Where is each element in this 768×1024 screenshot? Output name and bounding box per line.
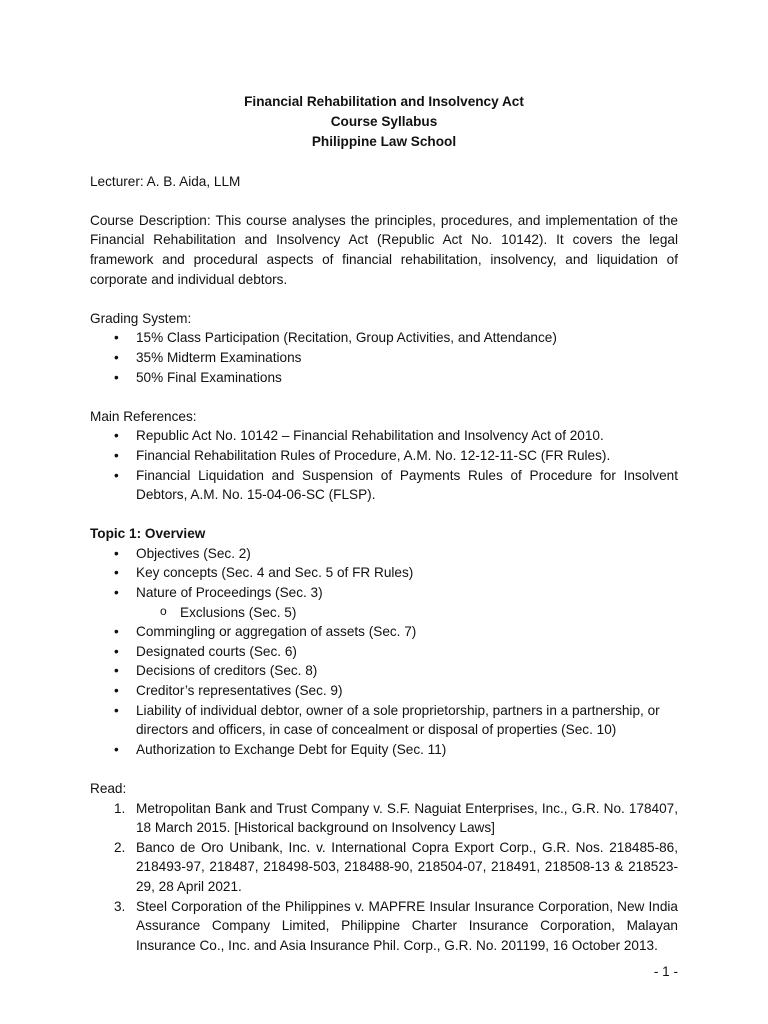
list-item: • 15% Class Participation (Recitation, Group Activities, and Attendance) xyxy=(90,328,678,348)
topic-list xyxy=(90,544,678,603)
list-item: • Designated courts (Sec. 6) xyxy=(90,642,678,662)
title-line-act: Financial Rehabilitation and Insolvency Act xyxy=(244,94,524,109)
title-line-syllabus: Course Syllabus xyxy=(330,114,438,129)
read-item xyxy=(90,897,678,956)
read-list xyxy=(90,799,678,956)
read-item-number: 2. xyxy=(114,839,126,855)
list-item: • Financial Rehabilitation Rules of Procedure, A.M. No. 12-12-11-SC (FR Rules). xyxy=(90,446,678,466)
page-number: - 1 - xyxy=(653,964,678,979)
lecturer-line: Lecturer: A. B. Aida, LLM xyxy=(90,173,241,189)
read-item-text: Steel Corporation of the Philippines v. MAPFRE Insular Insurance Corporation, New India Assurance Company Limited, Philippine Charter Insurance Corporation, Malayan Insurance Co., Inc. and Asia Insurance Phil. Corp., G.R. No. 201199, 16 October 2013. xyxy=(136,898,678,953)
list-item: • Authorization to Exchange Debt for Equity (Sec. 11) xyxy=(90,740,678,760)
title-line-school: Philippine Law School xyxy=(311,134,457,149)
read-item-text: Metropolitan Bank and Trust Company v. S.F. Naguiat Enterprises, Inc., G.R. No. 178407, 18 March 2015. [Historical background on Insolvency Laws] xyxy=(136,800,678,836)
list-item: • Key concepts (Sec. 4 and Sec. 5 of FR Rules) xyxy=(90,563,678,583)
read-item xyxy=(90,799,678,838)
document-title xyxy=(90,92,678,152)
list-item: • Creditor’s representatives (Sec. 9) xyxy=(90,681,678,701)
read-item-number: 3. xyxy=(114,898,126,914)
list-item: • Liability of individual debtor, owner of a sole proprietorship, partners in a partnership, or directors and officers, in case of concealment or disposal of properties (Sec. 10) xyxy=(90,701,678,740)
list-item: • Nature of Proceedings (Sec. 3) xyxy=(90,583,678,603)
list-item: • 50% Final Examinations xyxy=(90,368,678,388)
course-description: Course Description: This course analyses the principles, procedures, and implementation of the Financial Rehabilitation and Insolvency Act (Republic Act No. 10142). It covers the legal framework and procedural aspects of financial rehabilitation, insolvency, and liquidation of corporate and individual debtors. xyxy=(90,212,678,287)
list-item: • Republic Act No. 10142 – Financial Rehabilitation and Insolvency Act of 2010. xyxy=(90,426,678,446)
list-item: • Decisions of creditors (Sec. 8) xyxy=(90,661,678,681)
topic-list-continued xyxy=(90,622,678,759)
references-list xyxy=(90,426,678,504)
list-item: • 35% Midterm Examinations xyxy=(90,348,678,368)
grading-list xyxy=(90,328,678,387)
read-item xyxy=(90,838,678,897)
read-heading: Read: xyxy=(90,781,127,796)
topic-sub-list xyxy=(90,603,678,623)
list-item: • Objectives (Sec. 2) xyxy=(90,544,678,564)
list-item: • Commingling or aggregation of assets (Sec. 7) xyxy=(90,622,678,642)
grading-heading: Grading System: xyxy=(90,310,192,326)
references-heading: Main References: xyxy=(90,408,197,424)
list-item: • Financial Liquidation and Suspension of Payments Rules of Procedure for Insolvent Debtors, A.M. No. 15-04-06-SC (FLSP). xyxy=(90,466,678,505)
topic-heading: Topic 1: Overview xyxy=(90,526,206,542)
read-item-number: 1. xyxy=(114,800,126,816)
read-item-text: Banco de Oro Unibank, Inc. v. International Copra Export Corp., G.R. Nos. 218485-86, 218493-97, 218487, 218498-503, 218488-90, 218504-07, 218491, 218508-13 & 218523-29, 28 April 2021. xyxy=(136,839,678,894)
sub-list-item: o Exclusions (Sec. 5) xyxy=(90,603,678,623)
